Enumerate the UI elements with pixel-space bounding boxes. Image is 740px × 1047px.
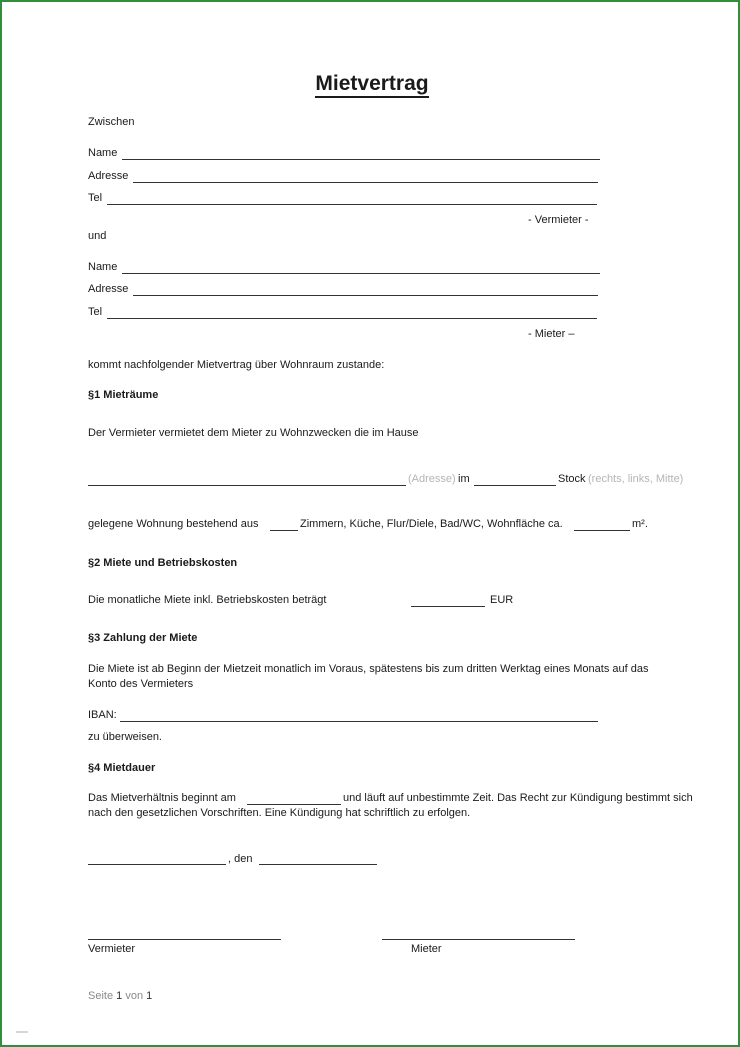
position-hint: (rechts, links, Mitte) [588,473,684,485]
landlord-signature-line[interactable] [88,939,281,940]
footer-of: von [125,990,144,1002]
footer-prefix: Seite [88,990,114,1002]
tenant-signature-label: Mieter [411,943,442,955]
tenant-name-field[interactable] [122,273,600,274]
section-1-text: Der Vermieter vermietet dem Mieter zu Wohnzwecken die im Hause [88,427,419,439]
stock-text: Stock [558,473,586,485]
area-field[interactable] [574,530,630,531]
date-field[interactable] [259,864,377,865]
conjunction-text: und [88,230,107,242]
section-4-text-start: Das Mietverhältnis beginnt am [88,792,236,804]
section-3-text-line2: Konto des Vermieters [88,678,194,690]
flat-rooms-text: Zimmern, Küche, Flur/Diele, Bad/WC, Wohnfläche ca. [300,518,563,530]
tenant-signature-line[interactable] [382,939,575,940]
house-address-field[interactable] [88,485,406,486]
tenant-tel-label: Tel [88,306,103,318]
tenant-address-field[interactable] [133,295,598,296]
landlord-address-label: Adresse [88,170,129,182]
section-2-text: Die monatliche Miete inkl. Betriebskosten beträgt [88,594,327,606]
section-4-text-line2: nach den gesetzlichen Vorschriften. Eine Kündigung hat schriftlich zu erfolgen. [88,807,471,819]
tenant-address-label: Adresse [88,283,129,295]
landlord-address-field[interactable] [133,182,598,183]
landlord-tel-label: Tel [88,192,103,204]
rooms-field[interactable] [270,530,298,531]
area-unit-text: m². [632,518,648,530]
page-title: Mietvertrag [2,72,740,96]
section-3-heading: §3 Zahlung der Miete [88,632,198,644]
address-hint: (Adresse) [408,473,456,485]
intro-text: Zwischen [88,116,135,128]
section-4-heading: §4 Mietdauer [88,762,156,774]
im-text: im [458,473,470,485]
section-1-heading: §1 Mieträume [88,389,159,401]
rent-field[interactable] [411,606,485,607]
landlord-name-label: Name [88,147,118,159]
landlord-role: - Vermieter - [528,214,589,226]
currency-text: EUR [490,594,514,606]
landlord-signature-label: Vermieter [88,943,136,955]
footer-current-page: 1 [116,990,123,1002]
flat-prefix-text: gelegene Wohnung bestehend aus [88,518,259,530]
landlord-name-field[interactable] [122,159,600,160]
start-date-field[interactable] [247,804,341,805]
iban-label: IBAN: [88,709,117,721]
tenant-role: - Mieter – [528,328,575,340]
page-footer [88,990,152,1003]
place-date-separator: , den [228,853,253,865]
landlord-tel-field[interactable] [107,204,597,205]
transfer-text: zu überweisen. [88,731,162,743]
section-2-heading: §2 Miete und Betriebskosten [88,557,238,569]
section-4-text-rest: und läuft auf unbestimmte Zeit. Das Recht zur Kündigung bestimmt sich [343,792,693,804]
corner-mark [16,1031,28,1033]
section-3-text-line1: Die Miete ist ab Beginn der Mietzeit monatlich im Voraus, spätestens bis zum dritten Werktag eines Monats auf das [88,663,649,675]
iban-field[interactable] [120,721,598,722]
tenant-name-label: Name [88,261,118,273]
place-field[interactable] [88,864,226,865]
floor-field[interactable] [474,485,556,486]
tenant-tel-field[interactable] [107,318,597,319]
preamble-text: kommt nachfolgender Mietvertrag über Wohnraum zustande: [88,359,385,371]
footer-total-pages: 1 [146,990,153,1002]
